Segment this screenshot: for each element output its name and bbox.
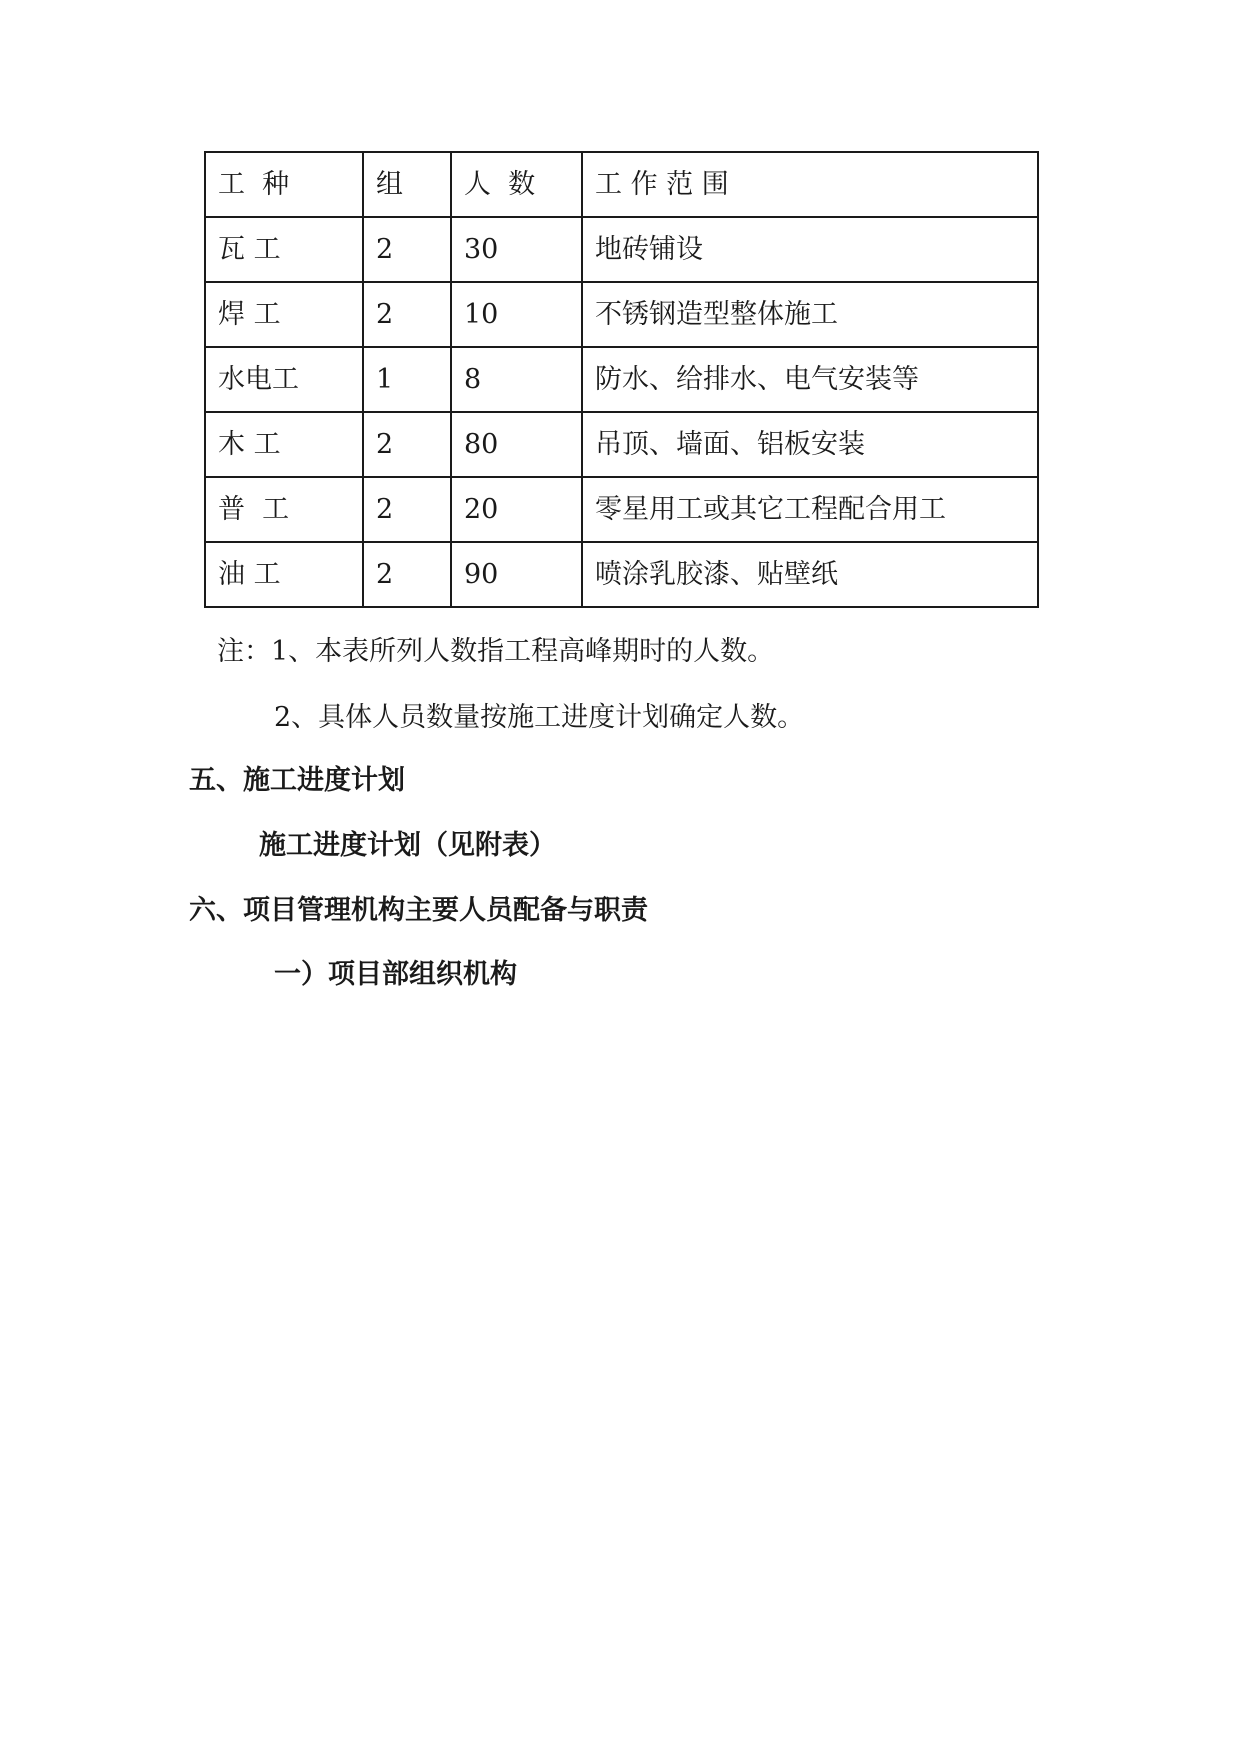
cell-headcount: 20 xyxy=(451,477,582,542)
header-work-scope: 工 作 范 围 xyxy=(582,152,1038,217)
cell-headcount: 90 xyxy=(451,542,582,607)
cell-headcount: 8 xyxy=(451,347,582,412)
cell-trade: 水电工 xyxy=(205,347,363,412)
cell-group: 2 xyxy=(363,217,451,282)
header-group: 组 xyxy=(363,152,451,217)
cell-headcount: 10 xyxy=(451,282,582,347)
cell-work-scope: 喷涂乳胶漆、贴壁纸 xyxy=(582,542,1038,607)
table-row xyxy=(205,282,1038,347)
table-note-2: 2、具体人员数量按施工进度计划确定人数。 xyxy=(274,702,805,733)
cell-group: 2 xyxy=(363,477,451,542)
organization-subheading: 一）项目部组织机构 xyxy=(274,959,517,990)
section-heading-management: 六、项目管理机构主要人员配备与职责 xyxy=(189,895,648,926)
cell-work-scope: 吊顶、墙面、铝板安装 xyxy=(582,412,1038,477)
cell-group: 1 xyxy=(363,347,451,412)
table-row xyxy=(205,347,1038,412)
cell-trade: 油 工 xyxy=(205,542,363,607)
header-headcount: 人 数 xyxy=(451,152,582,217)
cell-group: 2 xyxy=(363,412,451,477)
header-trade: 工 种 xyxy=(205,152,363,217)
table-note-1: 注：1、本表所列人数指工程高峰期时的人数。 xyxy=(217,636,775,667)
table-row xyxy=(205,542,1038,607)
cell-work-scope: 防水、给排水、电气安装等 xyxy=(582,347,1038,412)
cell-trade: 普 工 xyxy=(205,477,363,542)
cell-group: 2 xyxy=(363,282,451,347)
cell-group: 2 xyxy=(363,542,451,607)
cell-trade: 瓦 工 xyxy=(205,217,363,282)
cell-trade: 木 工 xyxy=(205,412,363,477)
cell-work-scope: 地砖铺设 xyxy=(582,217,1038,282)
cell-work-scope: 零星用工或其它工程配合用工 xyxy=(582,477,1038,542)
schedule-subheading: 施工进度计划（见附表） xyxy=(259,830,556,861)
table-row xyxy=(205,477,1038,542)
cell-headcount: 80 xyxy=(451,412,582,477)
cell-work-scope: 不锈钢造型整体施工 xyxy=(582,282,1038,347)
table-header-row xyxy=(205,152,1038,217)
section-heading-schedule: 五、施工进度计划 xyxy=(189,765,405,796)
cell-headcount: 30 xyxy=(451,217,582,282)
table-row xyxy=(205,217,1038,282)
table-row xyxy=(205,412,1038,477)
cell-trade: 焊 工 xyxy=(205,282,363,347)
labor-allocation-table xyxy=(204,151,1039,608)
